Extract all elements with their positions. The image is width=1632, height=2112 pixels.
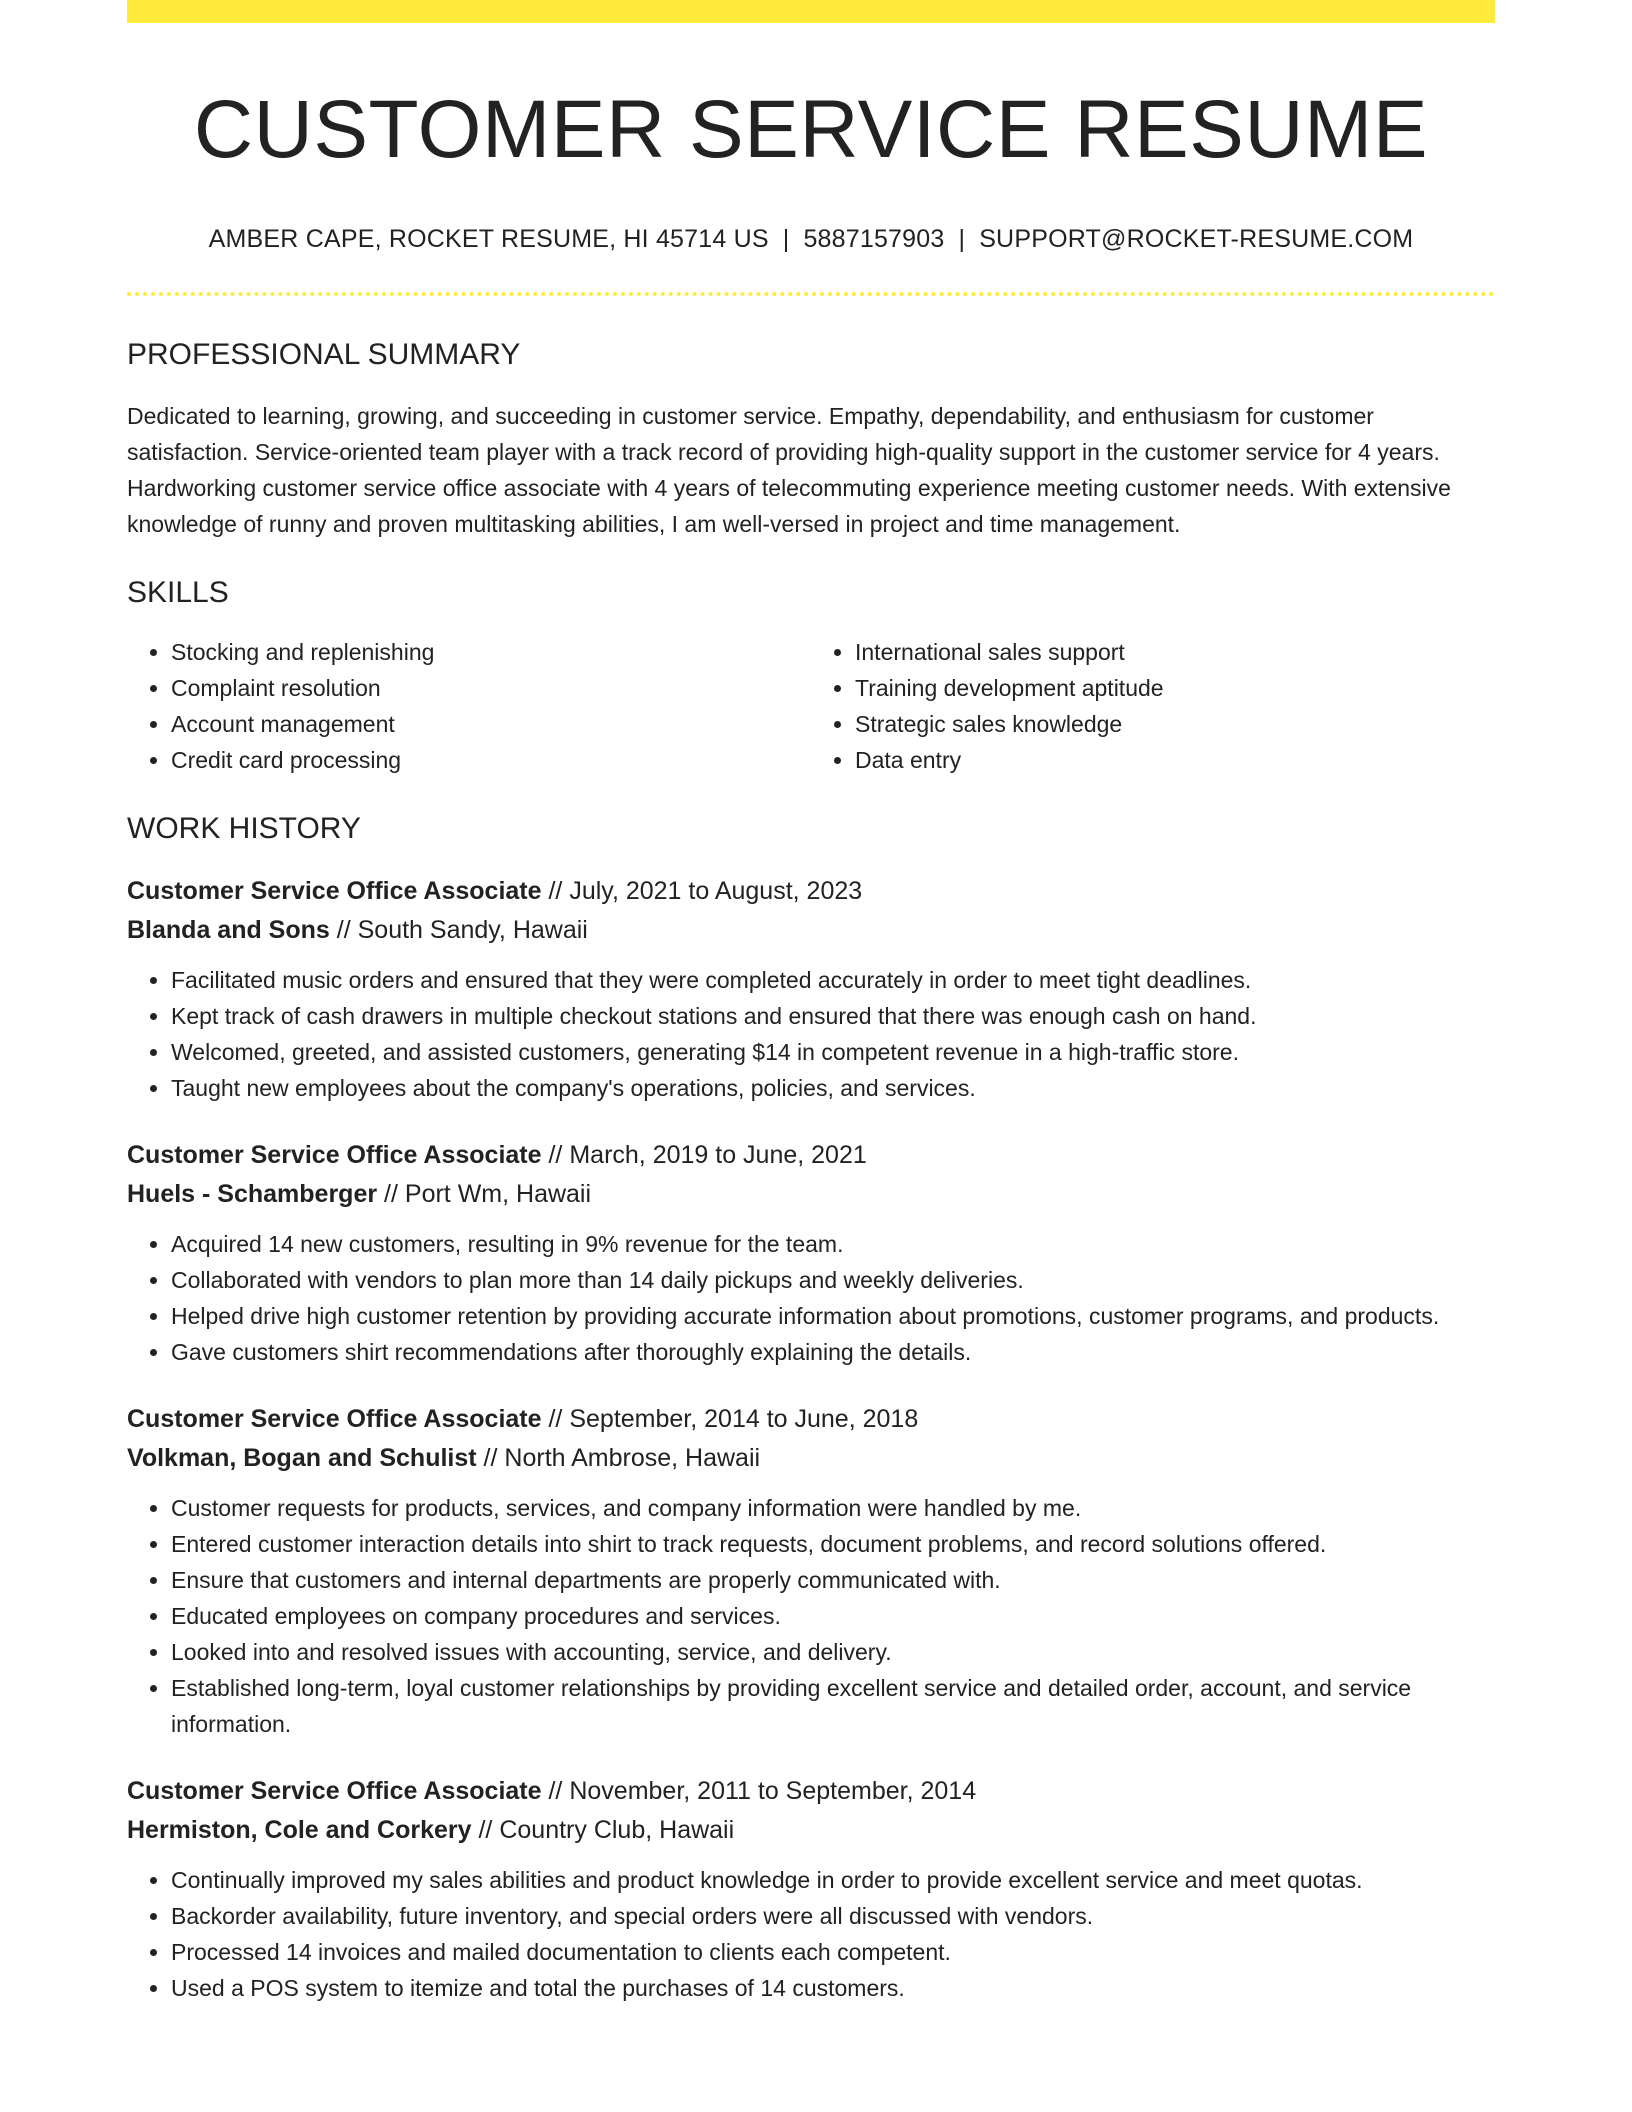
job-company: Blanda and Sons xyxy=(127,916,330,945)
job-role: Customer Service Office Associate xyxy=(127,1141,542,1170)
job-bullet: • Customer requests for products, services, and company information were handled by me. xyxy=(171,1490,1495,1526)
skills-grid xyxy=(127,634,1495,778)
resume-page xyxy=(127,0,1495,2006)
job-bullet: • Collaborated with vendors to plan more than 14 daily pickups and weekly deliveries. xyxy=(171,1262,1495,1298)
skill-item: • Strategic sales knowledge xyxy=(855,706,1495,742)
job-company-line xyxy=(127,911,1495,950)
job-dates: March, 2019 to June, 2021 xyxy=(569,1141,867,1170)
job-bullet: • Entered customer interaction details into shirt to track requests, document problems, and record solutions offered. xyxy=(171,1526,1495,1562)
skill-item: • Data entry xyxy=(855,742,1495,778)
job-role-line xyxy=(127,1136,1495,1175)
job-dates: July, 2021 to August, 2023 xyxy=(569,877,863,906)
job-company: Hermiston, Cole and Corkery xyxy=(127,1816,472,1845)
job-bullet: • Acquired 14 new customers, resulting in 9% revenue for the team. xyxy=(171,1226,1495,1262)
job-company-line xyxy=(127,1439,1495,1478)
contact-email: SUPPORT@ROCKET-RESUME.COM xyxy=(979,225,1414,254)
job-bullet: • Backorder availability, future inventory, and special orders were all discussed with vendors. xyxy=(171,1898,1495,1934)
job-separator: // xyxy=(384,1180,398,1209)
skill-item: • International sales support xyxy=(855,634,1495,670)
job-role: Customer Service Office Associate xyxy=(127,877,542,906)
job-separator: // xyxy=(548,1141,563,1170)
job-entry xyxy=(127,1772,1495,2006)
job-bullets xyxy=(127,1862,1495,2006)
job-bullet: • Helped drive high customer retention by providing accurate information about promotions, customer programs, and products. xyxy=(171,1298,1495,1334)
job-dates: September, 2014 to June, 2018 xyxy=(569,1405,919,1434)
job-entry xyxy=(127,1136,1495,1370)
job-bullet: • Gave customers shirt recommendations after thoroughly explaining the details. xyxy=(171,1334,1495,1370)
job-company-line xyxy=(127,1811,1495,1850)
job-bullet: • Ensure that customers and internal departments are properly communicated with. xyxy=(171,1562,1495,1598)
job-location: South Sandy, Hawaii xyxy=(357,916,588,945)
job-bullet: • Processed 14 invoices and mailed documentation to clients each competent. xyxy=(171,1934,1495,1970)
job-separator: // xyxy=(548,877,563,906)
skill-item: • Account management xyxy=(171,706,811,742)
contact-separator: | xyxy=(958,225,966,254)
skills-list-left xyxy=(127,634,811,778)
skills-list-right xyxy=(811,634,1495,778)
job-company-line xyxy=(127,1175,1495,1214)
resume-title: CUSTOMER SERVICE RESUME xyxy=(193,84,1429,175)
job-bullet: • Educated employees on company procedures and services. xyxy=(171,1598,1495,1634)
job-company: Huels - Schamberger xyxy=(127,1180,378,1209)
contact-line xyxy=(127,225,1495,254)
contact-separator: | xyxy=(782,225,790,254)
job-bullet: • Used a POS system to itemize and total the purchases of 14 customers. xyxy=(171,1970,1495,2006)
job-entry xyxy=(127,872,1495,1106)
job-role-line xyxy=(127,1400,1495,1439)
job-bullet: • Welcomed, greeted, and assisted customers, generating $14 in competent revenue in a high-traffic store. xyxy=(171,1034,1495,1070)
job-bullet: • Kept track of cash drawers in multiple checkout stations and ensured that there was enough cash on hand. xyxy=(171,998,1495,1034)
job-dates: November, 2011 to September, 2014 xyxy=(569,1777,977,1806)
job-entry xyxy=(127,1400,1495,1742)
job-bullet: • Taught new employees about the company's operations, policies, and services. xyxy=(171,1070,1495,1106)
summary-heading: PROFESSIONAL SUMMARY xyxy=(127,338,521,372)
job-separator: // xyxy=(483,1444,498,1473)
skill-item: • Credit card processing xyxy=(171,742,811,778)
summary-text: Dedicated to learning, growing, and succeeding in customer service. Empathy, dependability, and enthusiasm for customer satisfaction. Service-oriented team player with a track record of providing high-quality support in the customer service for 4 years. Hardworking customer service office associate with 4 years of telecommuting experience meeting customer needs. With extensive knowledge of runny and proven multitasking abilities, I am well-versed in project and time management. xyxy=(127,403,1451,538)
job-bullet: • Continually improved my sales abilities and product knowledge in order to provide excellent service and meet quotas. xyxy=(171,1862,1495,1898)
job-bullets xyxy=(127,1226,1495,1370)
job-role: Customer Service Office Associate xyxy=(127,1405,542,1434)
job-separator: // xyxy=(548,1777,563,1806)
job-role-line xyxy=(127,1772,1495,1811)
skill-item: • Stocking and replenishing xyxy=(171,634,811,670)
work-history-heading: WORK HISTORY xyxy=(127,812,361,846)
accent-top-bar xyxy=(127,0,1495,23)
job-company: Volkman, Bogan and Schulist xyxy=(127,1444,477,1473)
job-bullet: • Looked into and resolved issues with accounting, service, and delivery. xyxy=(171,1634,1495,1670)
job-separator: // xyxy=(336,916,351,945)
contact-address: AMBER CAPE, ROCKET RESUME, HI 45714 US xyxy=(208,225,769,254)
job-role-line xyxy=(127,872,1495,911)
job-bullets xyxy=(127,962,1495,1106)
job-location: Port Wm, Hawaii xyxy=(404,1180,592,1209)
skill-item: • Complaint resolution xyxy=(171,670,811,706)
skill-item: • Training development aptitude xyxy=(855,670,1495,706)
job-location: Country Club, Hawaii xyxy=(499,1816,735,1845)
skills-heading: SKILLS xyxy=(127,576,229,610)
job-location: North Ambrose, Hawaii xyxy=(504,1444,761,1473)
contact-phone: 5887157903 xyxy=(803,225,945,254)
job-separator: // xyxy=(548,1405,563,1434)
job-role: Customer Service Office Associate xyxy=(127,1777,542,1806)
job-bullet: • Facilitated music orders and ensured that they were completed accurately in order to meet tight deadlines. xyxy=(171,962,1495,998)
job-bullet: • Established long-term, loyal customer relationships by providing excellent service and detailed order, account, and service information. xyxy=(171,1670,1495,1742)
dotted-divider xyxy=(127,292,1495,296)
job-bullets xyxy=(127,1490,1495,1742)
job-separator: // xyxy=(478,1816,493,1845)
